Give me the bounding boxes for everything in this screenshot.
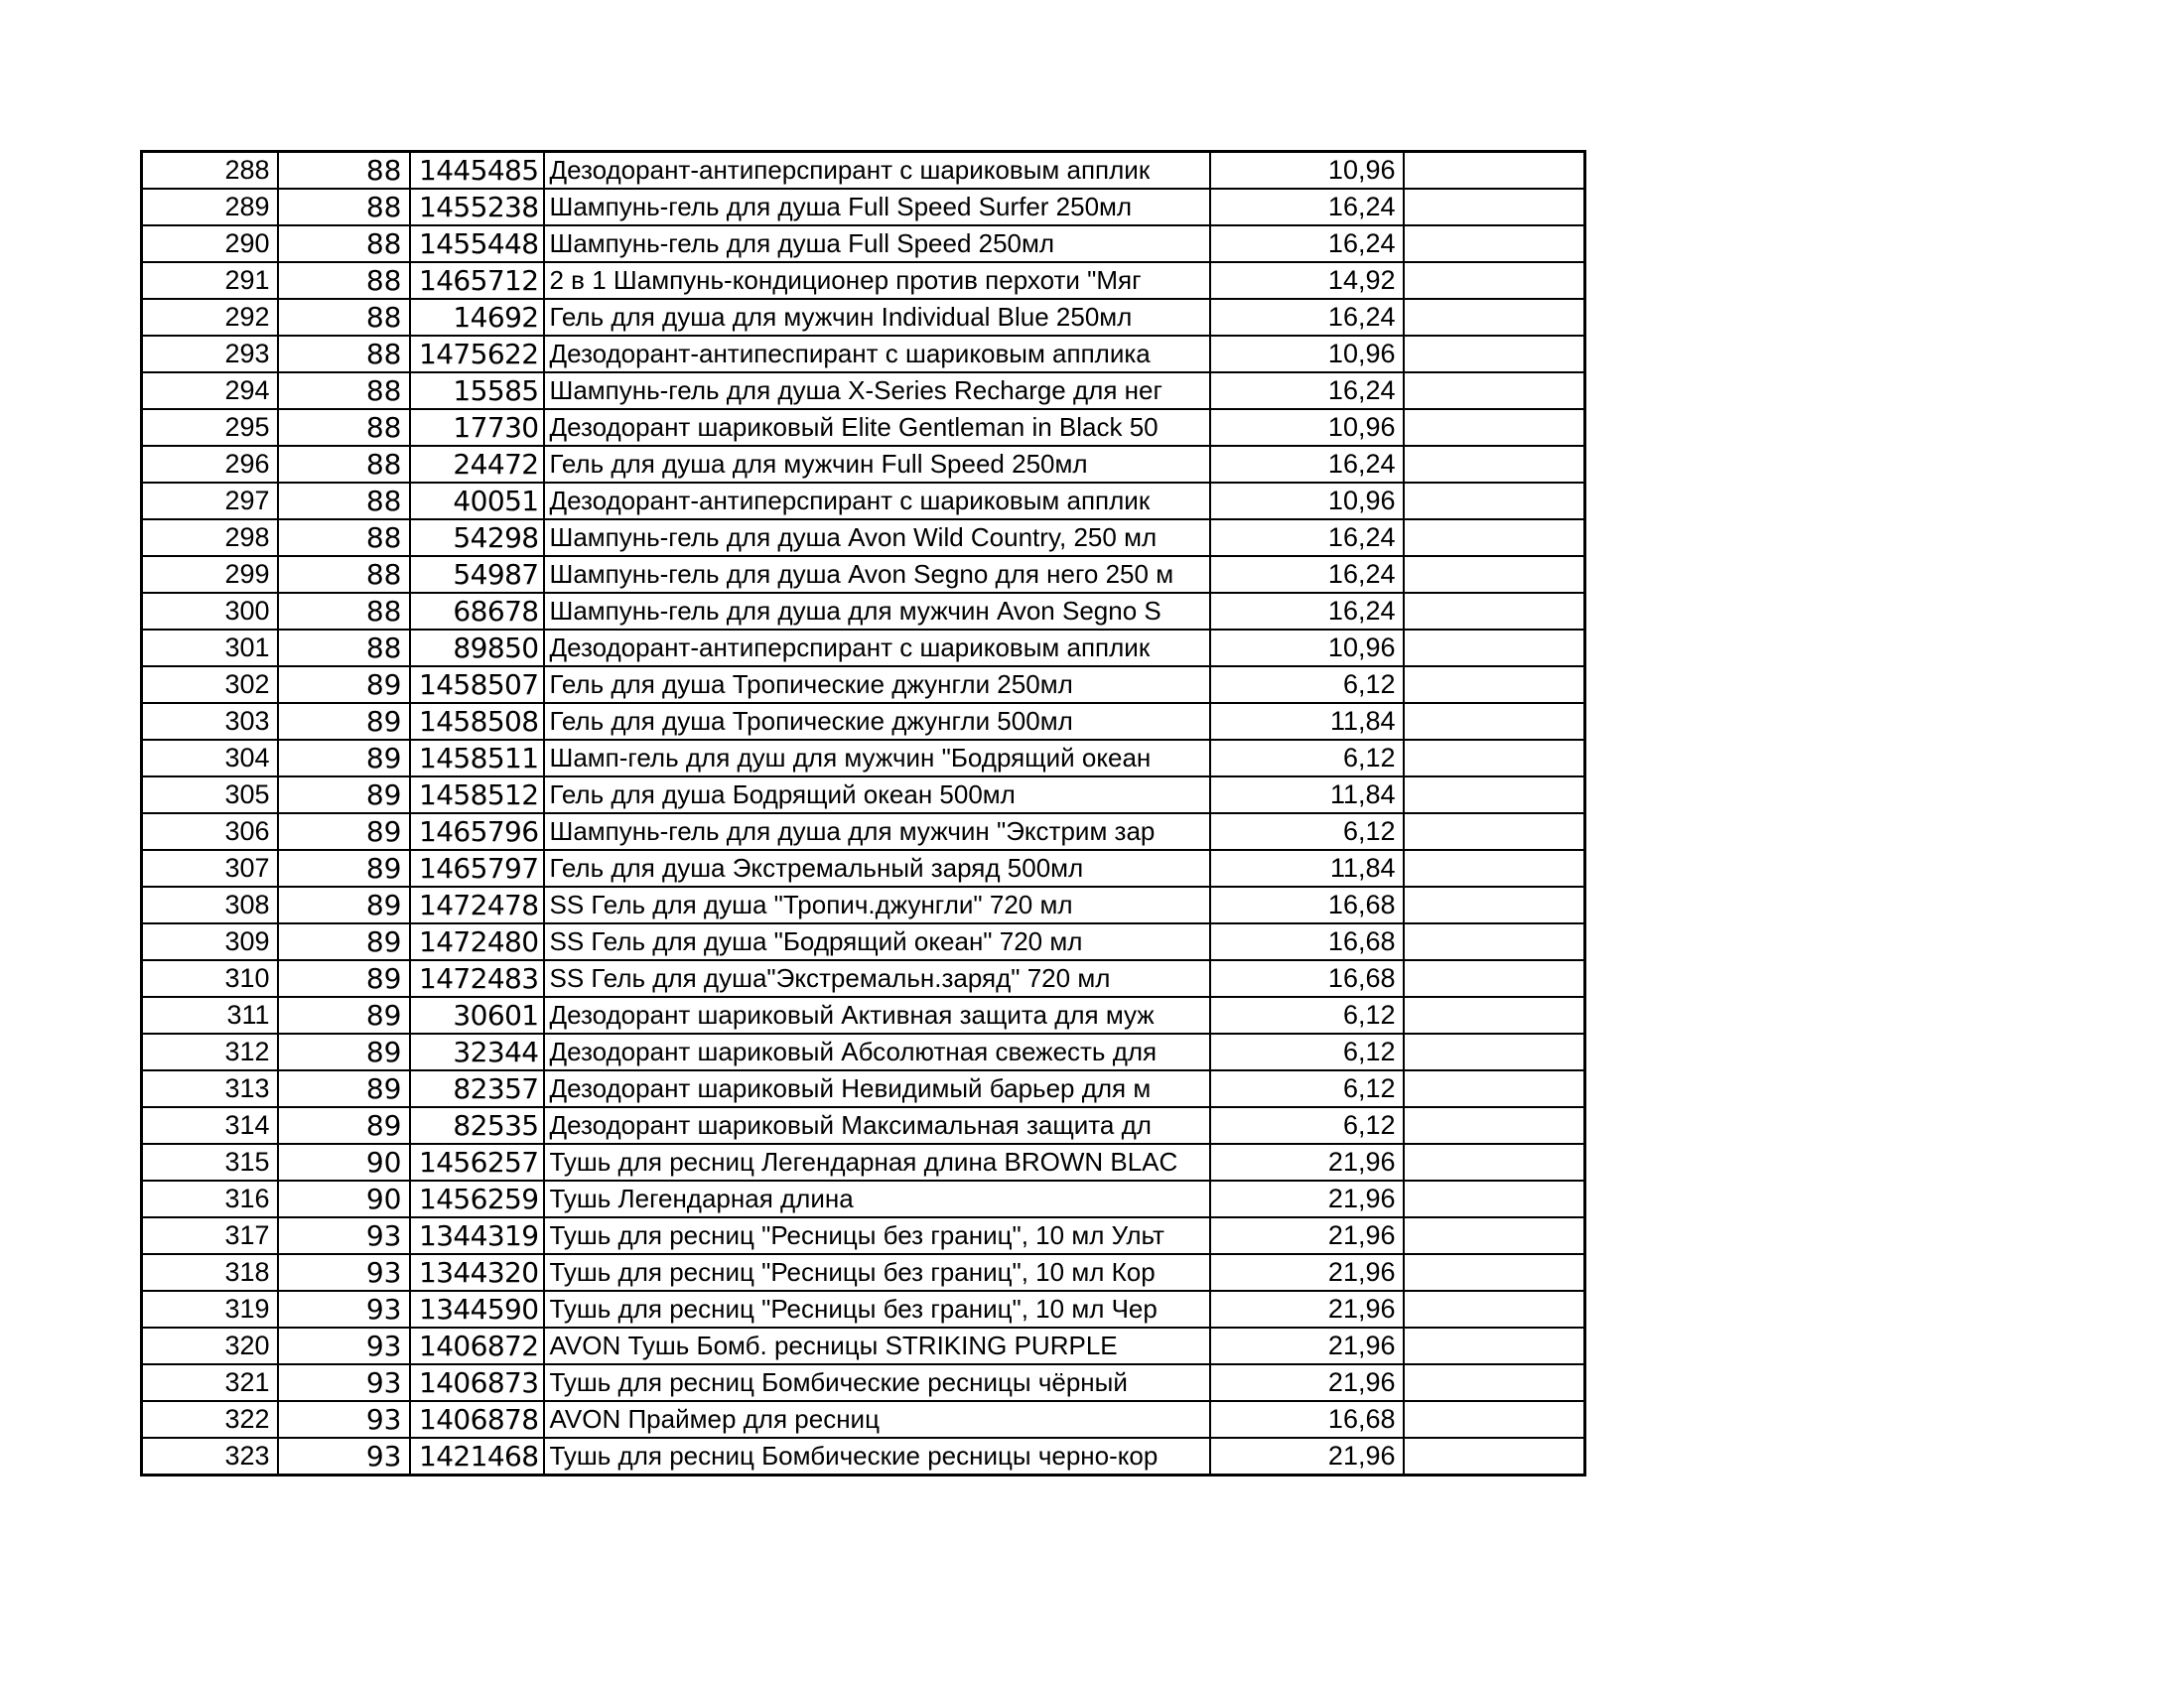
- product-name-cell: Тушь для ресниц "Ресницы без границ", 10 мл Чер: [544, 1291, 1210, 1328]
- product-code-cell: 1465796: [410, 813, 544, 850]
- table-row: [142, 1364, 1585, 1401]
- catalog-page-cell: 88: [278, 225, 410, 262]
- row-number-cell: 294: [142, 372, 278, 409]
- table-row: [142, 997, 1585, 1034]
- empty-cell: [1404, 997, 1585, 1034]
- row-number-cell: 308: [142, 887, 278, 923]
- product-name-cell: Шампунь-гель для душа для мужчин "Экстрим зар: [544, 813, 1210, 850]
- table-row: [142, 409, 1585, 446]
- catalog-page-cell: 89: [278, 850, 410, 887]
- empty-cell: [1404, 262, 1585, 299]
- price-cell: 16,68: [1210, 960, 1404, 997]
- product-code-cell: 1455448: [410, 225, 544, 262]
- product-code-cell: 1458512: [410, 776, 544, 813]
- row-number-cell: 304: [142, 740, 278, 776]
- product-name-cell: Тушь для ресниц Бомбические ресницы черно-кор: [544, 1438, 1210, 1476]
- product-code-cell: 82535: [410, 1107, 544, 1144]
- row-number-cell: 301: [142, 630, 278, 666]
- product-code-cell: 1472483: [410, 960, 544, 997]
- row-number-cell: 318: [142, 1254, 278, 1291]
- product-name-cell: Дезодорант шариковый Максимальная защита дл: [544, 1107, 1210, 1144]
- product-name-cell: Дезодорант шариковый Активная защита для муж: [544, 997, 1210, 1034]
- price-cell: 21,96: [1210, 1181, 1404, 1217]
- catalog-page-cell: 89: [278, 997, 410, 1034]
- product-name-cell: Дезодорант-антиперспирант с шариковым апплик: [544, 630, 1210, 666]
- product-code-cell: 1406878: [410, 1401, 544, 1438]
- empty-cell: [1404, 1291, 1585, 1328]
- price-cell: 16,24: [1210, 189, 1404, 225]
- product-name-cell: SS Гель для душа "Тропич.джунгли" 720 мл: [544, 887, 1210, 923]
- empty-cell: [1404, 189, 1585, 225]
- empty-cell: [1404, 923, 1585, 960]
- table-row: [142, 519, 1585, 556]
- catalog-page-cell: 89: [278, 1034, 410, 1070]
- price-cell: 21,96: [1210, 1144, 1404, 1181]
- catalog-page-cell: 88: [278, 152, 410, 190]
- row-number-cell: 293: [142, 336, 278, 372]
- product-name-cell: 2 в 1 Шампунь-кондиционер против перхоти "Мяг: [544, 262, 1210, 299]
- catalog-page-cell: 88: [278, 556, 410, 593]
- product-name-cell: AVON Праймер для ресниц: [544, 1401, 1210, 1438]
- product-code-cell: 1455238: [410, 189, 544, 225]
- catalog-page-cell: 88: [278, 630, 410, 666]
- price-cell: 16,24: [1210, 446, 1404, 483]
- product-code-cell: 14692: [410, 299, 544, 336]
- product-name-cell: AVON Тушь Бомб. ресницы STRIKING PURPLE: [544, 1328, 1210, 1364]
- row-number-cell: 317: [142, 1217, 278, 1254]
- product-code-cell: 1445485: [410, 152, 544, 190]
- catalog-page-cell: 88: [278, 372, 410, 409]
- product-code-cell: 1458507: [410, 666, 544, 703]
- table-row: [142, 262, 1585, 299]
- product-code-cell: 30601: [410, 997, 544, 1034]
- product-name-cell: Шампунь-гель для душа X-Series Recharge для нег: [544, 372, 1210, 409]
- empty-cell: [1404, 1254, 1585, 1291]
- product-name-cell: Дезодорант-антиперспирант с шариковым апплик: [544, 483, 1210, 519]
- product-code-cell: 17730: [410, 409, 544, 446]
- catalog-page-cell: 89: [278, 1070, 410, 1107]
- price-cell: 21,96: [1210, 1254, 1404, 1291]
- empty-cell: [1404, 630, 1585, 666]
- product-name-cell: Тушь Легендарная длина: [544, 1181, 1210, 1217]
- row-number-cell: 298: [142, 519, 278, 556]
- table-row: [142, 703, 1585, 740]
- empty-cell: [1404, 152, 1585, 190]
- product-code-cell: 1458511: [410, 740, 544, 776]
- catalog-page-cell: 88: [278, 409, 410, 446]
- empty-cell: [1404, 299, 1585, 336]
- product-name-cell: Шампунь-гель для душа Avon Segno для него 250 м: [544, 556, 1210, 593]
- table-row: [142, 1254, 1585, 1291]
- price-cell: 6,12: [1210, 1107, 1404, 1144]
- price-cell: 16,24: [1210, 519, 1404, 556]
- catalog-page-cell: 90: [278, 1181, 410, 1217]
- row-number-cell: 305: [142, 776, 278, 813]
- table-row: [142, 1070, 1585, 1107]
- row-number-cell: 307: [142, 850, 278, 887]
- empty-cell: [1404, 1401, 1585, 1438]
- row-number-cell: 313: [142, 1070, 278, 1107]
- table-row: [142, 1034, 1585, 1070]
- row-number-cell: 321: [142, 1364, 278, 1401]
- product-name-cell: Тушь для ресниц "Ресницы без границ", 10 мл Ульт: [544, 1217, 1210, 1254]
- price-cell: 6,12: [1210, 1070, 1404, 1107]
- row-number-cell: 316: [142, 1181, 278, 1217]
- product-name-cell: Тушь для ресниц Легендарная длина BROWN BLAC: [544, 1144, 1210, 1181]
- table-row: [142, 1401, 1585, 1438]
- catalog-page-cell: 93: [278, 1291, 410, 1328]
- empty-cell: [1404, 1217, 1585, 1254]
- row-number-cell: 314: [142, 1107, 278, 1144]
- empty-cell: [1404, 887, 1585, 923]
- product-code-cell: 54987: [410, 556, 544, 593]
- product-name-cell: Дезодорант-антипеспирант с шариковым апплика: [544, 336, 1210, 372]
- product-code-cell: 24472: [410, 446, 544, 483]
- catalog-page-cell: 89: [278, 960, 410, 997]
- table-row: [142, 813, 1585, 850]
- product-code-cell: 1344319: [410, 1217, 544, 1254]
- row-number-cell: 319: [142, 1291, 278, 1328]
- table-row: [142, 483, 1585, 519]
- price-cell: 14,92: [1210, 262, 1404, 299]
- product-code-cell: 1472480: [410, 923, 544, 960]
- empty-cell: [1404, 850, 1585, 887]
- price-cell: 11,84: [1210, 703, 1404, 740]
- product-code-cell: 1456257: [410, 1144, 544, 1181]
- catalog-page-cell: 88: [278, 336, 410, 372]
- empty-cell: [1404, 666, 1585, 703]
- table-row: [142, 776, 1585, 813]
- table-row: [142, 960, 1585, 997]
- row-number-cell: 292: [142, 299, 278, 336]
- empty-cell: [1404, 1181, 1585, 1217]
- table-row: [142, 299, 1585, 336]
- catalog-page-cell: 93: [278, 1364, 410, 1401]
- product-code-cell: 1475622: [410, 336, 544, 372]
- catalog-page-cell: 89: [278, 1107, 410, 1144]
- product-code-cell: 15585: [410, 372, 544, 409]
- empty-cell: [1404, 519, 1585, 556]
- empty-cell: [1404, 336, 1585, 372]
- row-number-cell: 306: [142, 813, 278, 850]
- table-row: [142, 152, 1585, 190]
- catalog-page-cell: 88: [278, 189, 410, 225]
- product-name-cell: Тушь для ресниц Бомбические ресницы чёрный: [544, 1364, 1210, 1401]
- catalog-page-cell: 89: [278, 813, 410, 850]
- row-number-cell: 302: [142, 666, 278, 703]
- empty-cell: [1404, 446, 1585, 483]
- catalog-page-cell: 88: [278, 519, 410, 556]
- product-name-cell: Шампунь-гель для душа Avon Wild Country, 250 мл: [544, 519, 1210, 556]
- price-cell: 6,12: [1210, 666, 1404, 703]
- row-number-cell: 323: [142, 1438, 278, 1476]
- catalog-page-cell: 93: [278, 1328, 410, 1364]
- product-code-cell: 54298: [410, 519, 544, 556]
- table-row: [142, 336, 1585, 372]
- catalog-page-cell: 88: [278, 299, 410, 336]
- empty-cell: [1404, 1034, 1585, 1070]
- product-name-cell: Гель для душа для мужчин Full Speed 250мл: [544, 446, 1210, 483]
- price-cell: 21,96: [1210, 1438, 1404, 1476]
- price-cell: 21,96: [1210, 1291, 1404, 1328]
- empty-cell: [1404, 960, 1585, 997]
- product-code-cell: 1406872: [410, 1328, 544, 1364]
- product-code-cell: 1344590: [410, 1291, 544, 1328]
- product-name-cell: Шамп-гель для душ для мужчин "Бодрящий океан: [544, 740, 1210, 776]
- table-row: [142, 556, 1585, 593]
- row-number-cell: 320: [142, 1328, 278, 1364]
- catalog-page-cell: 88: [278, 483, 410, 519]
- catalog-page-cell: 93: [278, 1438, 410, 1476]
- table-row: [142, 1328, 1585, 1364]
- product-code-cell: 82357: [410, 1070, 544, 1107]
- empty-cell: [1404, 1144, 1585, 1181]
- empty-cell: [1404, 409, 1585, 446]
- row-number-cell: 311: [142, 997, 278, 1034]
- product-code-cell: 1465712: [410, 262, 544, 299]
- row-number-cell: 312: [142, 1034, 278, 1070]
- price-cell: 10,96: [1210, 630, 1404, 666]
- product-name-cell: Гель для душа Тропические джунгли 500мл: [544, 703, 1210, 740]
- row-number-cell: 309: [142, 923, 278, 960]
- table-row: [142, 666, 1585, 703]
- empty-cell: [1404, 1328, 1585, 1364]
- table-body: [142, 152, 1585, 1476]
- row-number-cell: 315: [142, 1144, 278, 1181]
- price-cell: 6,12: [1210, 1034, 1404, 1070]
- price-cell: 16,24: [1210, 556, 1404, 593]
- row-number-cell: 297: [142, 483, 278, 519]
- product-name-cell: Шампунь-гель для душа Full Speed Surfer 250мл: [544, 189, 1210, 225]
- catalog-page-cell: 89: [278, 887, 410, 923]
- empty-cell: [1404, 556, 1585, 593]
- product-name-cell: Дезодорант шариковый Elite Gentleman in Black 50: [544, 409, 1210, 446]
- product-code-cell: 1465797: [410, 850, 544, 887]
- price-cell: 6,12: [1210, 997, 1404, 1034]
- product-name-cell: Гель для душа Экстремальный заряд 500мл: [544, 850, 1210, 887]
- empty-cell: [1404, 593, 1585, 630]
- catalog-page-cell: 93: [278, 1254, 410, 1291]
- row-number-cell: 296: [142, 446, 278, 483]
- catalog-page-cell: 93: [278, 1401, 410, 1438]
- product-code-cell: 40051: [410, 483, 544, 519]
- empty-cell: [1404, 483, 1585, 519]
- catalog-page-cell: 89: [278, 666, 410, 703]
- product-name-cell: Шампунь-гель для душа Full Speed 250мл: [544, 225, 1210, 262]
- table-row: [142, 923, 1585, 960]
- price-cell: 16,68: [1210, 1401, 1404, 1438]
- row-number-cell: 300: [142, 593, 278, 630]
- price-cell: 21,96: [1210, 1217, 1404, 1254]
- empty-cell: [1404, 740, 1585, 776]
- product-code-cell: 1344320: [410, 1254, 544, 1291]
- product-name-cell: Гель для душа для мужчин Individual Blue 250мл: [544, 299, 1210, 336]
- empty-cell: [1404, 1107, 1585, 1144]
- product-code-cell: 1472478: [410, 887, 544, 923]
- price-cell: 11,84: [1210, 850, 1404, 887]
- price-cell: 16,24: [1210, 225, 1404, 262]
- row-number-cell: 303: [142, 703, 278, 740]
- row-number-cell: 288: [142, 152, 278, 190]
- table-row: [142, 593, 1585, 630]
- catalog-page-cell: 93: [278, 1217, 410, 1254]
- price-cell: 10,96: [1210, 152, 1404, 190]
- price-cell: 16,24: [1210, 593, 1404, 630]
- catalog-page-cell: 90: [278, 1144, 410, 1181]
- price-cell: 10,96: [1210, 483, 1404, 519]
- price-list-table: [140, 150, 1586, 1477]
- price-cell: 21,96: [1210, 1328, 1404, 1364]
- price-cell: 16,68: [1210, 887, 1404, 923]
- catalog-page-cell: 88: [278, 446, 410, 483]
- product-code-cell: 1406873: [410, 1364, 544, 1401]
- row-number-cell: 322: [142, 1401, 278, 1438]
- catalog-page-cell: 89: [278, 776, 410, 813]
- empty-cell: [1404, 776, 1585, 813]
- product-code-cell: 68678: [410, 593, 544, 630]
- product-code-cell: 1458508: [410, 703, 544, 740]
- catalog-page-cell: 89: [278, 923, 410, 960]
- empty-cell: [1404, 1364, 1585, 1401]
- empty-cell: [1404, 225, 1585, 262]
- product-code-cell: 89850: [410, 630, 544, 666]
- product-name-cell: Шампунь-гель для душа для мужчин Avon Segno S: [544, 593, 1210, 630]
- price-cell: 6,12: [1210, 813, 1404, 850]
- product-name-cell: Гель для душа Тропические джунгли 250мл: [544, 666, 1210, 703]
- product-name-cell: Дезодорант-антиперспирант с шариковым апплик: [544, 152, 1210, 190]
- empty-cell: [1404, 372, 1585, 409]
- row-number-cell: 289: [142, 189, 278, 225]
- row-number-cell: 295: [142, 409, 278, 446]
- catalog-page-cell: 89: [278, 703, 410, 740]
- table-row: [142, 740, 1585, 776]
- table-row: [142, 1291, 1585, 1328]
- row-number-cell: 310: [142, 960, 278, 997]
- price-cell: 16,68: [1210, 923, 1404, 960]
- empty-cell: [1404, 813, 1585, 850]
- empty-cell: [1404, 1070, 1585, 1107]
- row-number-cell: 290: [142, 225, 278, 262]
- table-row: [142, 1181, 1585, 1217]
- product-code-cell: 1456259: [410, 1181, 544, 1217]
- product-name-cell: Гель для душа Бодрящий океан 500мл: [544, 776, 1210, 813]
- table-row: [142, 630, 1585, 666]
- empty-cell: [1404, 1438, 1585, 1476]
- table-row: [142, 189, 1585, 225]
- table-row: [142, 225, 1585, 262]
- row-number-cell: 299: [142, 556, 278, 593]
- product-name-cell: Дезодорант шариковый Невидимый барьер для м: [544, 1070, 1210, 1107]
- product-name-cell: Дезодорант шариковый Абсолютная свежесть для: [544, 1034, 1210, 1070]
- table-row: [142, 446, 1585, 483]
- table-row: [142, 1438, 1585, 1476]
- table-row: [142, 1107, 1585, 1144]
- product-code-cell: 32344: [410, 1034, 544, 1070]
- catalog-page-cell: 88: [278, 593, 410, 630]
- price-cell: 21,96: [1210, 1364, 1404, 1401]
- catalog-page-cell: 88: [278, 262, 410, 299]
- row-number-cell: 291: [142, 262, 278, 299]
- empty-cell: [1404, 703, 1585, 740]
- price-cell: 10,96: [1210, 409, 1404, 446]
- table-row: [142, 850, 1585, 887]
- table-row: [142, 1217, 1585, 1254]
- price-cell: 10,96: [1210, 336, 1404, 372]
- price-cell: 6,12: [1210, 740, 1404, 776]
- table-row: [142, 372, 1585, 409]
- product-name-cell: SS Гель для душа"Экстремальн.заряд" 720 мл: [544, 960, 1210, 997]
- price-cell: 11,84: [1210, 776, 1404, 813]
- price-cell: 16,24: [1210, 372, 1404, 409]
- product-code-cell: 1421468: [410, 1438, 544, 1476]
- price-cell: 16,24: [1210, 299, 1404, 336]
- catalog-page-cell: 89: [278, 740, 410, 776]
- table-row: [142, 887, 1585, 923]
- product-name-cell: SS Гель для душа "Бодрящий океан" 720 мл: [544, 923, 1210, 960]
- product-name-cell: Тушь для ресниц "Ресницы без границ", 10 мл Кор: [544, 1254, 1210, 1291]
- table-row: [142, 1144, 1585, 1181]
